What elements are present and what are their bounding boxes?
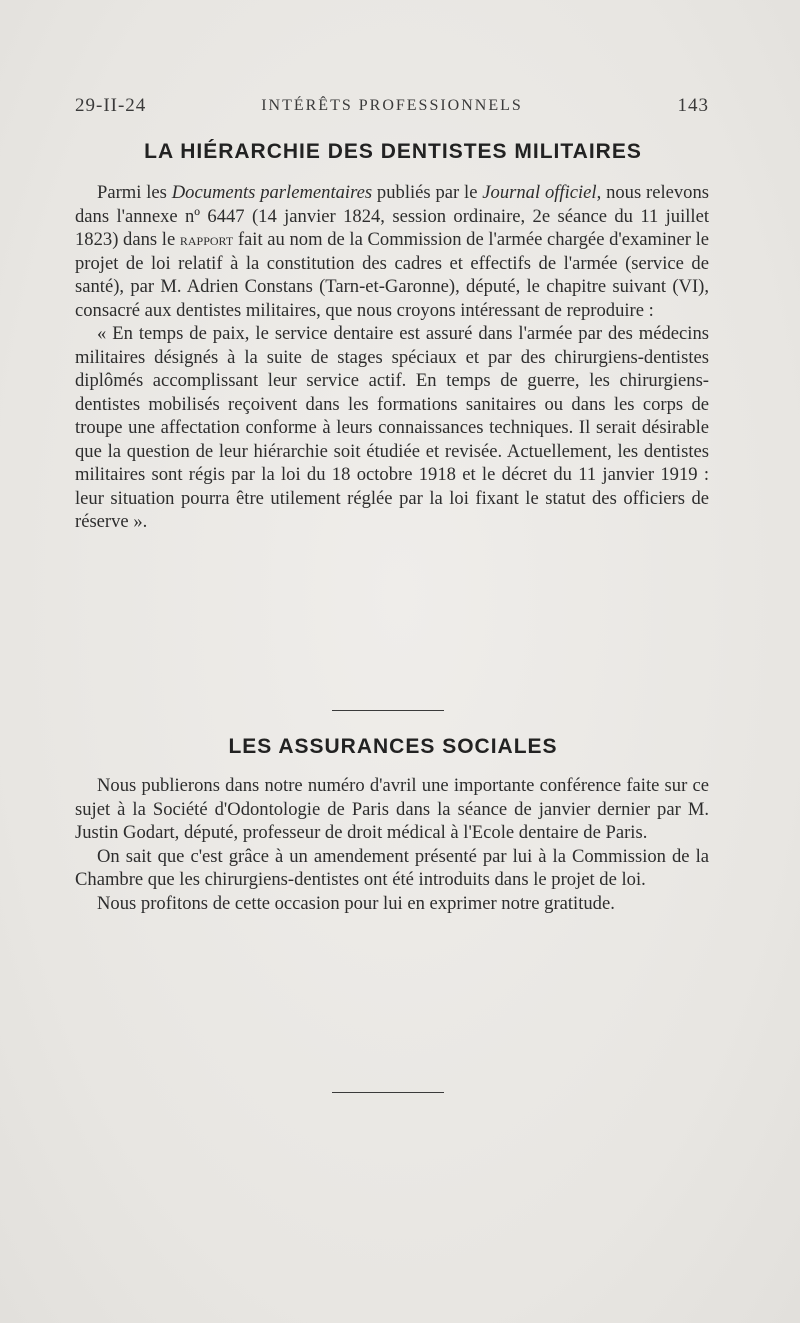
article-title-hierarchie: LA HIÉRARCHIE DES DENTISTES MILITAIRES	[144, 140, 642, 163]
paragraph: On sait que c'est grâce à un amendement présenté par lui à la Commission de la Chambre que les chirurgiens-dentistes ont été introduits dans le projet de loi.	[75, 845, 709, 890]
text-run: publiés par le	[372, 182, 483, 203]
paragraph-quote: « En temps de paix, le service dentaire est assuré dans l'armée par des médecins militaires désignés à la suite de stages spéciaux et par des chirurgiens-dentistes diplômés accomplissant leur service actif. En temps de guerre, les chirurgiens-dentistes mobilisés reçoivent dans les formations sanitaires ou dans les corps de troupe une affectation conforme à leurs connaissances techniques. Il serait désirable que la question de leur hiérarchie soit étudiée et revisée. Actuellement, les dentistes militaires sont régis par la loi du 18 octobre 1918 et le décret du 11 janvier 1919 : leur situation pourra être utilement réglée par la loi fixant le statut des officiers de réserve ».	[75, 323, 709, 532]
paragraph: Nous profitons de cette occasion pour lui en exprimer notre gratitude.	[97, 892, 615, 914]
text-run: fait au nom de la Commission de l'armée chargée d'examiner le projet de loi relatif à la constitution des cadres et effectifs de l'armée (service de santé), par M. Adrien Constans (Tarn-et-Garonne), député, le chapitre suivant (VI), consacré aux dentistes militaires, que nous croyons intéressant de reproduire :	[75, 229, 710, 321]
article-body-assurances	[75, 774, 709, 915]
italic-journal-name: Journal officiel	[482, 182, 597, 203]
section-divider	[332, 710, 444, 711]
section-running-title: INTÉRÊTS PROFESSIONNELS	[261, 97, 523, 114]
paragraph: Nous publierons dans notre numéro d'avril une importante conférence faite sur ce sujet à la Société d'Odontologie de Paris dans la séance de janvier dernier par M. Justin Godart, député, professeur de droit médical à l'Ecole dentaire de Paris.	[75, 775, 709, 843]
section-divider	[332, 1092, 444, 1093]
page-number: 143	[677, 95, 709, 116]
text-run: , nous relevons dans l'annexe nº 6447 (14 janvier 1824, session ordinaire, 2e séance du 11 juillet 1823) dans le	[75, 182, 710, 250]
running-head	[75, 95, 709, 123]
issue-date: 29-II-24	[75, 95, 147, 116]
smallcaps-word: rapport	[179, 230, 234, 249]
italic-title: Documents parlementaires	[171, 182, 373, 203]
article-title-assurances: LES ASSURANCES SOCIALES	[228, 735, 558, 758]
text-run: Parmi les	[97, 182, 172, 203]
article-body-hierarchie	[75, 181, 709, 534]
paragraph	[75, 181, 709, 322]
